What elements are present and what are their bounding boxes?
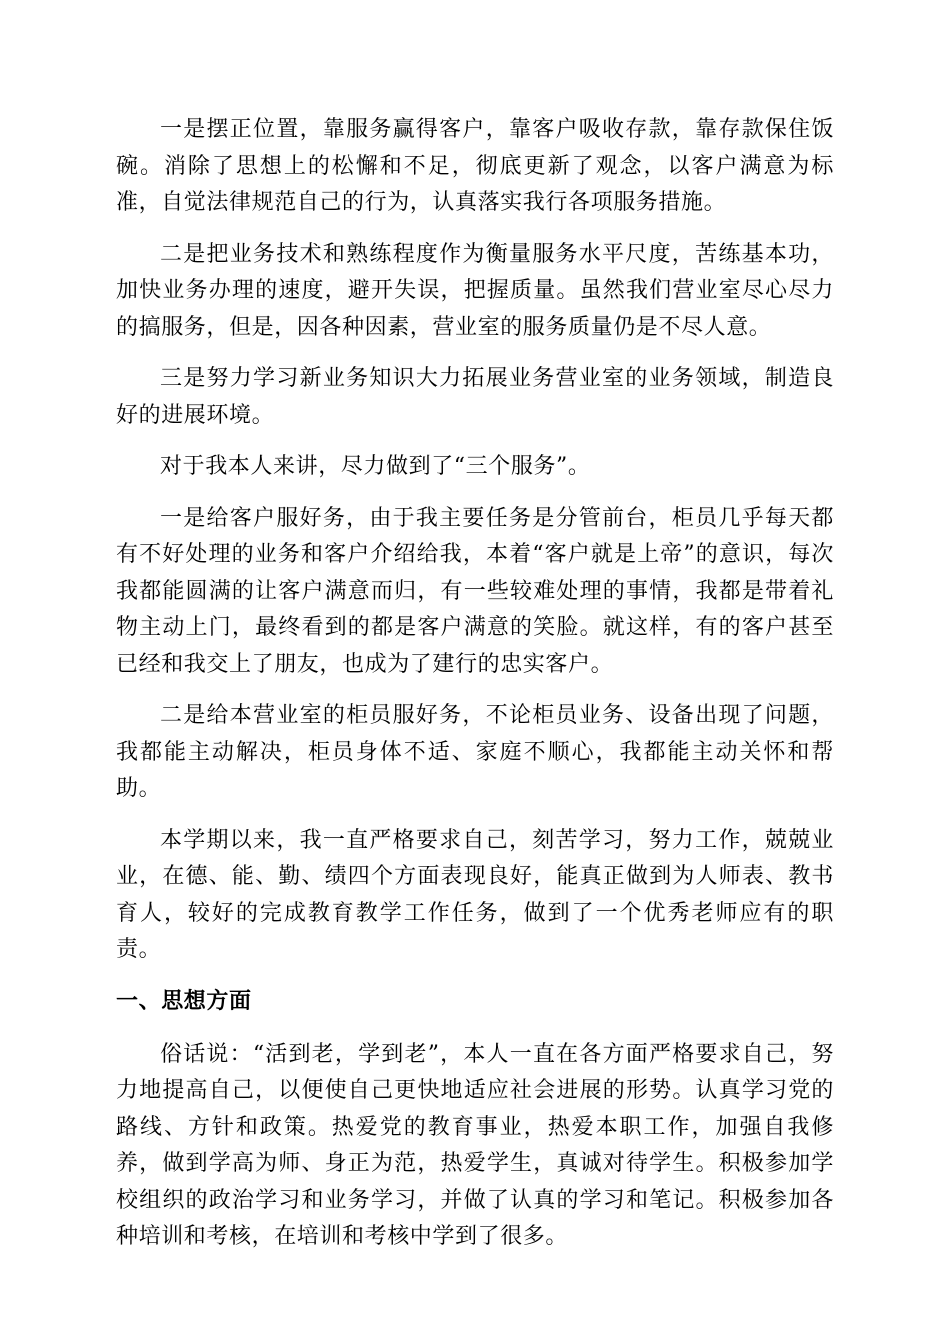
section-heading: 一、思想方面 bbox=[116, 988, 252, 1014]
paragraph-3: 三是努力学习新业务知识大力拓展业务营业室的业务领域，制造良好的进展环境。 bbox=[116, 366, 834, 428]
paragraph-7: 本学期以来，我一直严格要求自己，刻苦学习，努力工作，兢兢业业，在德、能、勤、绩四个方面表现良好，能真正做到为人师表、教书育人，较好的完成教育教学工作任务，做到了一个优秀老师应有的职责。 bbox=[116, 827, 834, 962]
paragraph-1: 一是摆正位置，靠服务赢得客户，靠客户吸收存款，靠存款保住饭碗。消除了思想上的松懈和不足，彻底更新了观念，以客户满意为标准，自觉法律规范自己的行为，认真落实我行各项服务措施。 bbox=[116, 117, 834, 215]
paragraph-5: 一是给客户服好务，由于我主要任务是分管前台，柜员几乎每天都有不好处理的业务和客户介绍给我，本着“客户就是上帝”的意识，每次我都能圆满的让客户满意而归，有一些较难处理的事情，我都是带着礼物主动上门，最终看到的都是客户满意的笑脸。就这样，有的客户甚至已经和我交上了朋友，也成为了建行的忠实客户。 bbox=[116, 505, 834, 677]
section-paragraph: 俗话说：“活到老，学到老”，本人一直在各方面严格要求自己，努力地提高自己，以便使自己更快地适应社会进展的形势。认真学习党的路线、方针和政策。热爱党的教育事业，热爱本职工作，加强自我修养，做到学高为师、身正为范，热爱学生，真诚对待学生。积极参加学校组织的政治学习和业务学习，并做了认真的学习和笔记。积极参加各种培训和考核，在培训和考核中学到了很多。 bbox=[116, 1041, 834, 1249]
document-page bbox=[116, 112, 834, 1271]
paragraph-2: 二是把业务技术和熟练程度作为衡量服务水平尺度，苦练基本功，加快业务办理的速度，避开失误，把握质量。虽然我们营业室尽心尽力的搞服务，但是，因各种因素，营业室的服务质量仍是不尽人意。 bbox=[116, 241, 834, 340]
paragraph-6: 二是给本营业室的柜员服好务，不论柜员业务、设备出现了问题，我都能主动解决，柜员身体不适、家庭不顺心，我都能主动关怀和帮助。 bbox=[116, 703, 834, 801]
paragraph-4: 对于我本人来讲，尽力做到了“三个服务”。 bbox=[160, 454, 591, 479]
